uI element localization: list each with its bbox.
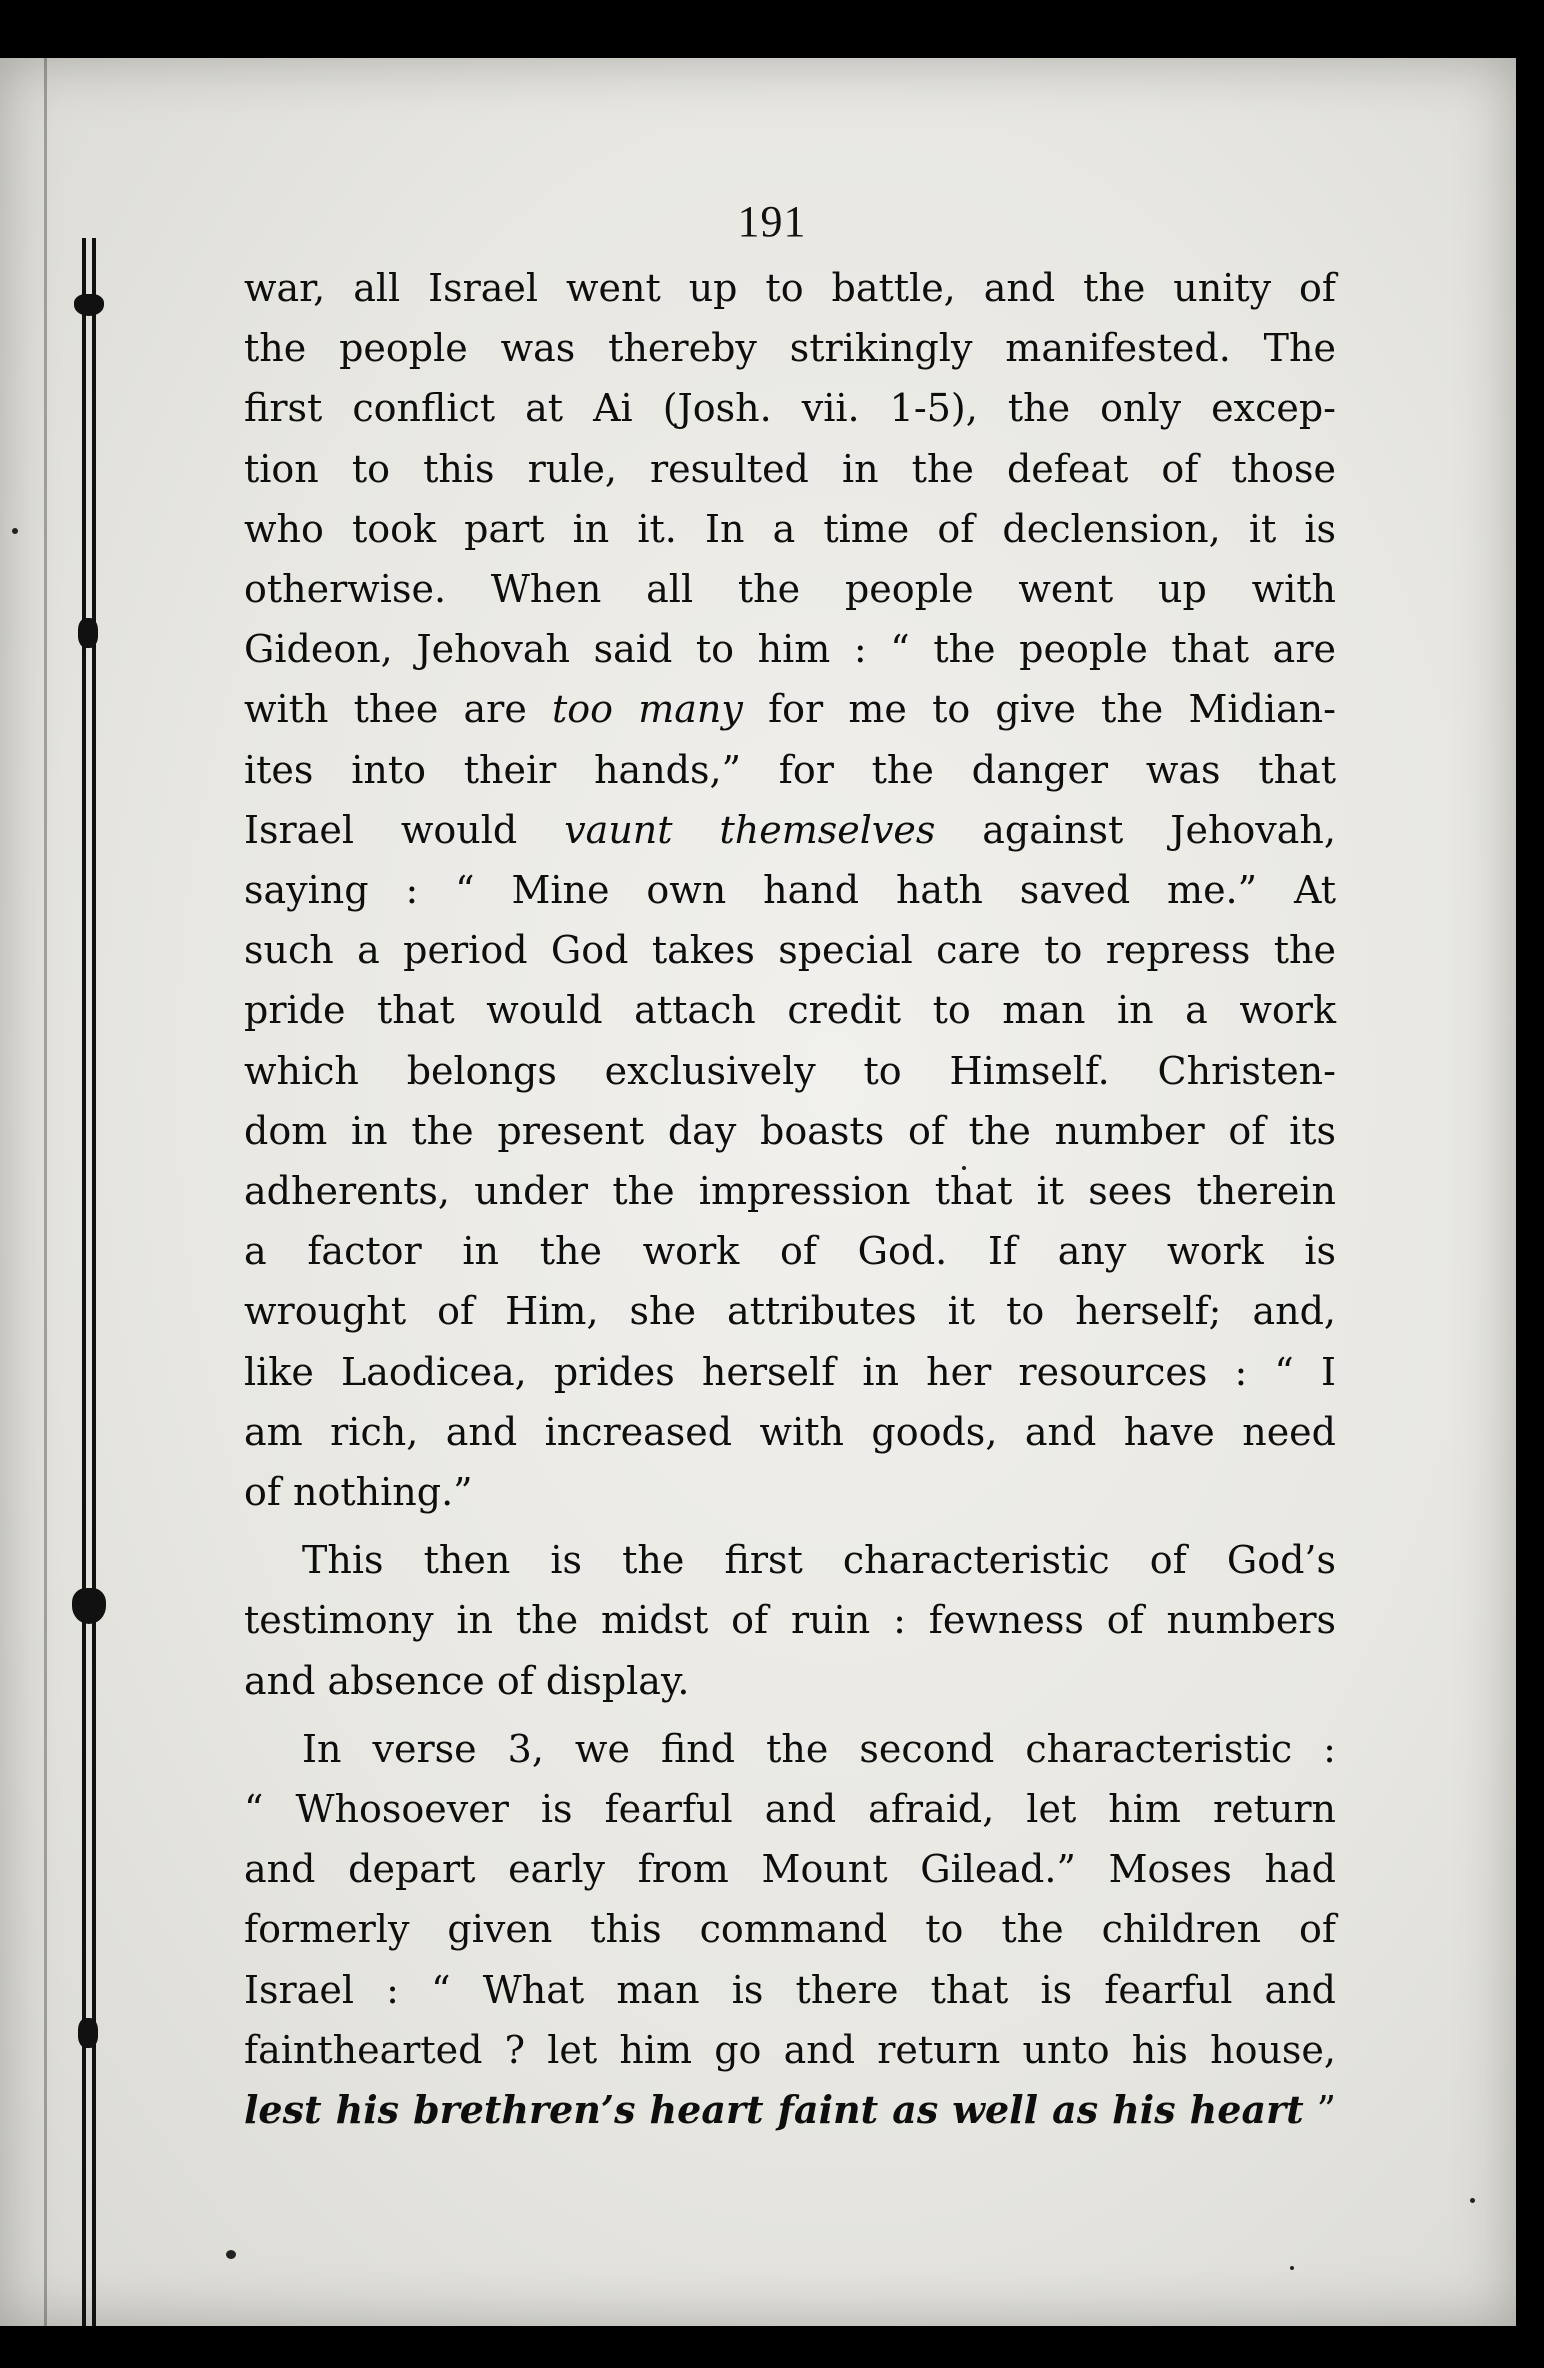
binding-clasp-top xyxy=(74,294,104,316)
text-line: fainthearted ? let him go and return unto his house, xyxy=(244,2027,1336,2072)
emphasis-text: lest his brethren’s heart faint as well as his heart xyxy=(244,2087,1304,2133)
paragraph-2 xyxy=(244,1530,1336,1711)
text-line: ites into their hands,” for the danger was that xyxy=(244,747,1336,792)
binding-clasp-lower xyxy=(78,2018,98,2048)
text-line: formerly given this command to the children of xyxy=(244,1907,1336,1952)
paragraph-1 xyxy=(244,258,1336,1522)
text-line: adherents, under the impression that it sees therein xyxy=(244,1169,1336,1214)
text-line: tion to this rule, resulted in the defeat of those xyxy=(244,446,1336,491)
text-line: and absence of display. xyxy=(244,1658,690,1703)
binding-rule xyxy=(82,238,96,2326)
text-line: like Laodicea, prides herself in her resources : “ I xyxy=(244,1349,1336,1394)
text-line: Gideon, Jehovah said to him : “ the people that are xyxy=(244,627,1336,672)
paragraph-3 xyxy=(244,1719,1336,2140)
paper-speck xyxy=(1290,2266,1294,2270)
text-line: and depart early from Mount Gilead.” Moses had xyxy=(244,1847,1336,1892)
scan-top-border xyxy=(0,0,1544,58)
text-line: otherwise. When all the people went up with xyxy=(244,567,1336,612)
paper-speck xyxy=(12,528,18,534)
text-line: lest his brethren’s heart faint as well as his heart ” xyxy=(244,2087,1336,2133)
paper-speck xyxy=(226,2250,236,2259)
binding-clasp-upper xyxy=(78,618,98,648)
text-line: saying : “ Mine own hand hath saved me.” At xyxy=(244,868,1336,913)
text-line: which belongs exclusively to Himself. Christen- xyxy=(244,1048,1336,1093)
text-line: wrought of Him, she attributes it to herself; and, xyxy=(244,1289,1336,1334)
text-line: Israel would vaunt themselves against Jehovah, xyxy=(244,807,1336,852)
text-line: who took part in it. In a time of declension, it is xyxy=(244,506,1336,551)
page-number: 191 xyxy=(737,197,807,246)
page-gutter-shadow xyxy=(44,58,47,2326)
body-text xyxy=(244,258,1336,2140)
binding-clasp-middle xyxy=(72,1588,106,1624)
text-line: am rich, and increased with goods, and have need xyxy=(244,1409,1336,1454)
text-line: testimony in the midst of ruin : fewness of numbers xyxy=(244,1598,1336,1643)
text-line: Israel : “ What man is there that is fearful and xyxy=(244,1967,1336,2012)
text-line: such a period God takes special care to repress the xyxy=(244,928,1336,973)
text-line: “ Whosoever is fearful and afraid, let him return xyxy=(244,1787,1336,1832)
scan-bottom-border xyxy=(0,2326,1544,2368)
text-line: a factor in the work of God. If any work is xyxy=(244,1229,1336,1274)
text-line: dom in the present day boasts of the number of its xyxy=(244,1108,1336,1153)
text-line: pride that would attach credit to man in a work xyxy=(244,988,1336,1033)
text-line: This then is the first characteristic of God’s xyxy=(302,1538,1336,1583)
text-line: with thee are too many for me to give the Midian- xyxy=(244,687,1336,732)
text-line: In verse 3, we find the second characteristic : xyxy=(302,1726,1336,1771)
emphasis-text: vaunt themselves xyxy=(564,807,936,852)
text-line: first conflict at Ai (Josh. vii. 1-5), the only excep- xyxy=(244,386,1336,431)
text-line: war, all Israel went up to battle, and the unity of xyxy=(244,266,1336,310)
scan-right-border xyxy=(1516,58,1544,2368)
text-line: the people was thereby strikingly manifested. The xyxy=(244,326,1336,371)
paper-speck xyxy=(1470,2198,1475,2203)
text-line: of nothing.” xyxy=(244,1470,473,1515)
emphasis-text: too many xyxy=(552,687,743,732)
